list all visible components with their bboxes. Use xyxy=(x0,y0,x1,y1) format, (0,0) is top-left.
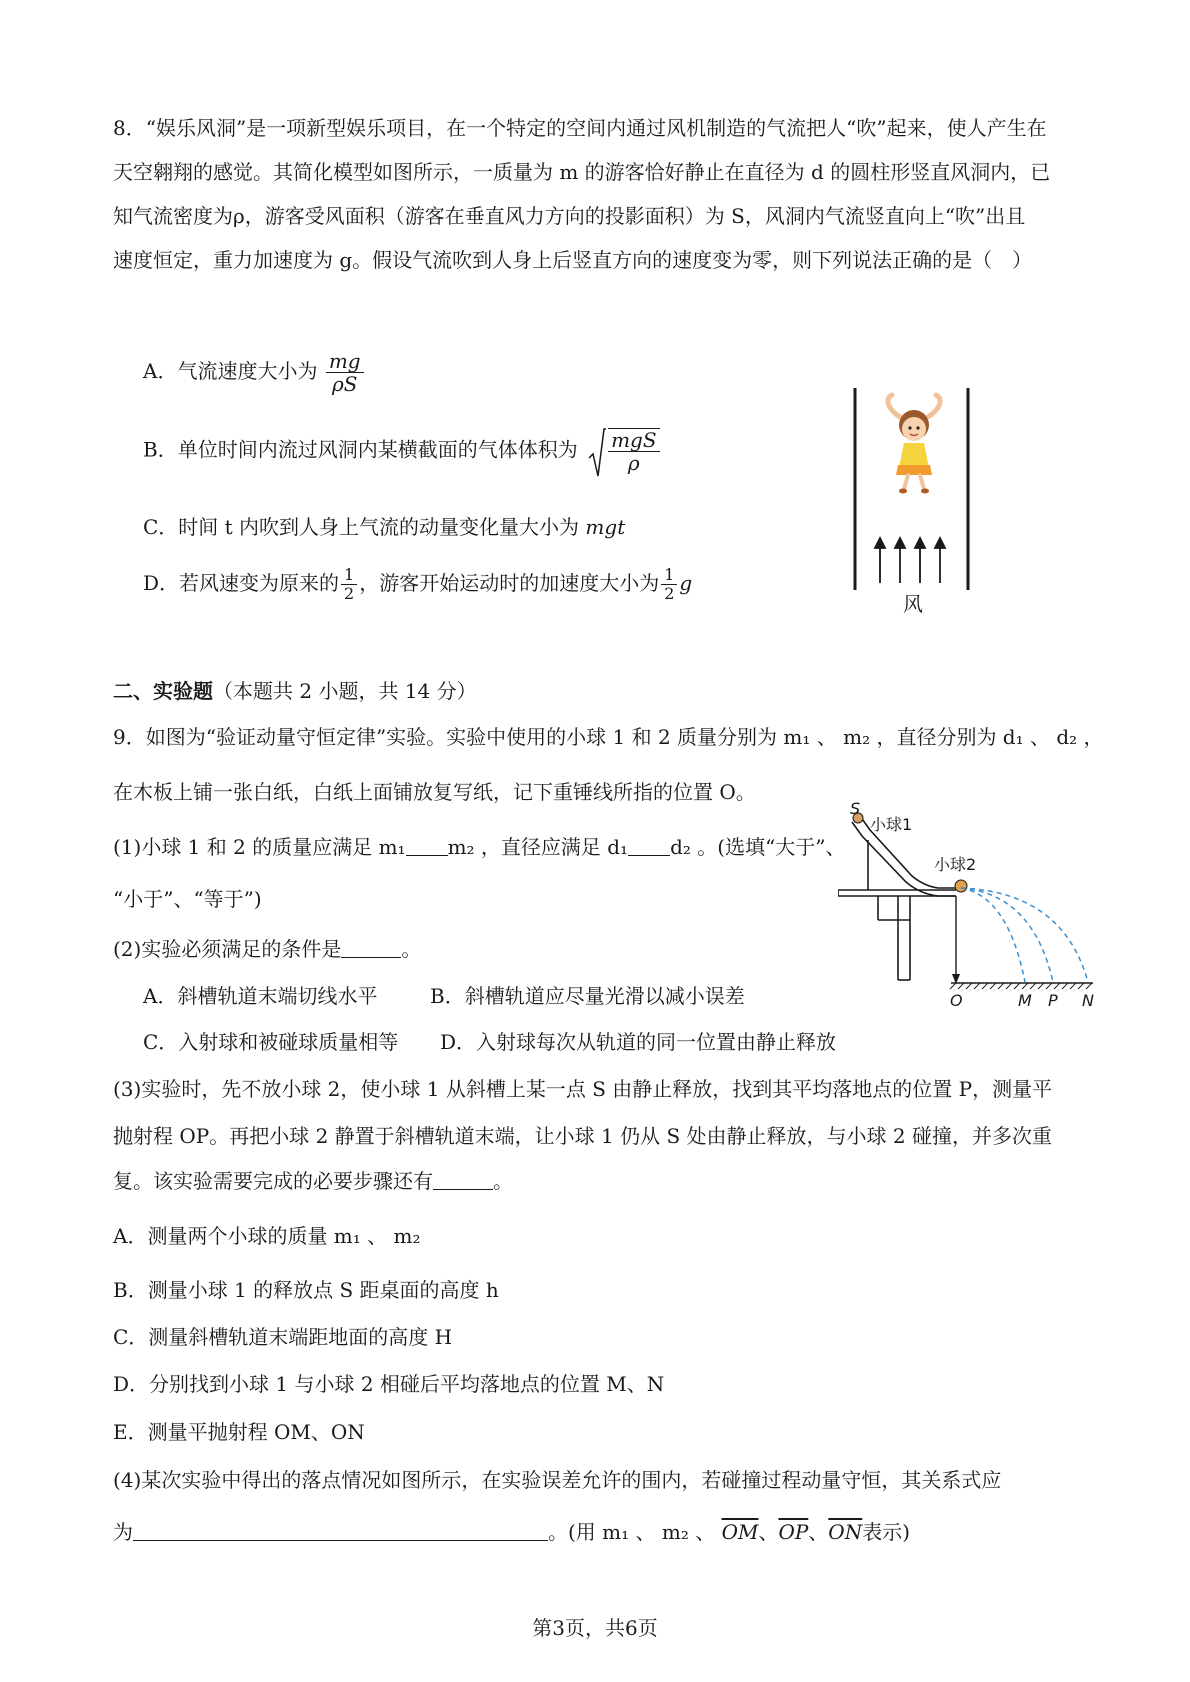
q8-option-c[interactable]: C．时间 t 内吹到人身上气流的动量变化量大小为 mgt xyxy=(143,515,626,539)
svg-text:小球1: 小球1 xyxy=(870,815,913,834)
q8-line-1: 8．“娱乐风洞”是一项新型娱乐项目，在一个特定的空间内通过风机制造的气流把人“吹”起来，使人产生在 xyxy=(113,116,1047,140)
page-footer: 第3页，共6页 xyxy=(532,1616,658,1640)
square-root xyxy=(588,428,661,474)
q9-line-1: 9．如图为“验证动量守恒定律”实验。实验中使用的小球 1 和 2 质量分别为 m₁ 、 m₂ ，直径分别为 d₁ 、 d₂ ， xyxy=(113,725,1104,749)
fraction: $\frac{1}{2}$ xyxy=(661,566,677,603)
q9-p3-option-e[interactable]: E．测量平抛射程 OM、ON xyxy=(113,1420,365,1444)
answer-blank[interactable] xyxy=(433,1169,493,1190)
section-heading: 二、实验题（本题共 2 小题，共 14 分） xyxy=(113,679,477,703)
svg-text:S: S xyxy=(850,800,861,818)
svg-text:M: M xyxy=(1018,991,1032,1010)
answer-blank[interactable] xyxy=(133,1520,548,1541)
q9-p3-option-c[interactable]: C．测量斜槽轨道末端距地面的高度 H xyxy=(113,1325,453,1349)
fraction: $\frac{mg}{\rho S}$ xyxy=(326,350,364,395)
q9-p2-option-d[interactable]: D．入射球每次从轨道的同一位置由静止释放 xyxy=(440,1030,837,1054)
q8-line-2: 天空翱翔的感觉。其简化模型如图所示，一质量为 m 的游客恰好静止在直径为 d 的圆柱形竖直风洞内，已 xyxy=(113,160,1051,184)
q9-part-3-line-2: 抛射程 OP。再把小球 2 静置于斜槽轨道末端，让小球 1 仍从 S 处由静止释放，与小球 2 碰撞，并多次重 xyxy=(113,1124,1052,1148)
q8-line-4: 速度恒定，重力加速度为 g。假设气流吹到人身上后竖直方向的速度变为零，则下列说法正确的是（ ） xyxy=(113,248,1033,272)
svg-text:小球2: 小球2 xyxy=(934,855,977,874)
q9-p3-option-b[interactable]: B．测量小球 1 的释放点 S 距桌面的高度 h xyxy=(113,1278,499,1302)
q9-part-1: (1)小球 1 和 2 的质量应满足 m₁ m₂ ，直径应满足 d₁ d₂ 。(选填“大于”、 xyxy=(113,835,846,859)
wind-arrows xyxy=(875,538,945,583)
wind-label: 风 xyxy=(903,592,923,615)
wind-tunnel-figure xyxy=(840,385,980,615)
q9-part-4-line-1: (4)某次实验中得出的落点情况如图所示，在实验误差允许的围内，若碰撞过程动量守恒，其关系式应 xyxy=(113,1468,1002,1492)
q8-option-b[interactable]: B．单位时间内流过风洞内某横截面的气体体积为 $\frac{\text{mgS}}{\rho}$ xyxy=(143,428,662,474)
q9-p3-option-a[interactable]: A．测量两个小球的质量 m₁ 、 m₂ xyxy=(113,1224,421,1248)
q9-line-2: 在木板上铺一张白纸，白纸上面铺放复写纸，记下重锤线所指的位置 O。 xyxy=(113,780,756,804)
q9-p2-option-b[interactable]: B．斜槽轨道应尽量光滑以减小误差 xyxy=(430,984,745,1008)
q9-part-3-line-3: 复。该实验需要完成的必要步骤还有 。 xyxy=(113,1169,513,1193)
q9-part-4-line-2: 为 。(用 m₁ 、 m₂ 、 $\overline{OM}$、$\overline{OP}$、$\overline{ON}$表示) xyxy=(113,1520,911,1544)
momentum-experiment-figure xyxy=(838,800,1108,1010)
q9-part-1-choices: “小于”、“等于”) xyxy=(113,887,262,911)
answer-blank[interactable] xyxy=(341,937,401,958)
answer-blank[interactable] xyxy=(628,835,670,856)
q9-p2-option-a[interactable]: A．斜槽轨道末端切线水平 xyxy=(143,984,378,1008)
fraction: $\frac{1}{2}$ xyxy=(341,566,357,603)
svg-text:O: O xyxy=(950,991,963,1010)
ball-2 xyxy=(955,880,967,892)
person-illustration xyxy=(888,395,940,494)
q8-line-3: 知气流密度为ρ，游客受风面积（游客在垂直风力方向的投影面积）为 S，风洞内气流竖直向上“吹”出且 xyxy=(113,204,1026,228)
q8-option-d[interactable]: D．若风速变为原来的 $\frac{1}{2}$ ，游客开始运动时的加速度大小为 $\frac{1}{2}$ g xyxy=(143,565,693,603)
svg-text:P: P xyxy=(1048,991,1058,1010)
q8-option-a[interactable]: A．气流速度大小为 $\frac{mg}{\rho S}$ xyxy=(143,350,366,395)
answer-blank[interactable] xyxy=(406,835,448,856)
trajectory-curves xyxy=(961,888,1088,982)
q9-p3-option-d[interactable]: D．分别找到小球 1 与小球 2 相碰后平均落地点的位置 M、N xyxy=(113,1372,665,1396)
q9-part-3-line-1: (3)实验时，先不放小球 2，使小球 1 从斜槽上某一点 S 由静止释放，找到其平均落地点的位置 P，测量平 xyxy=(113,1077,1053,1101)
svg-text:N: N xyxy=(1082,991,1094,1010)
q9-part-2: (2)实验必须满足的条件是 。 xyxy=(113,937,422,961)
fraction: $\frac{\text{mgS}}{\rho}$ xyxy=(608,428,659,474)
q9-p2-option-c[interactable]: C．入射球和被碰球质量相等 xyxy=(143,1030,399,1054)
